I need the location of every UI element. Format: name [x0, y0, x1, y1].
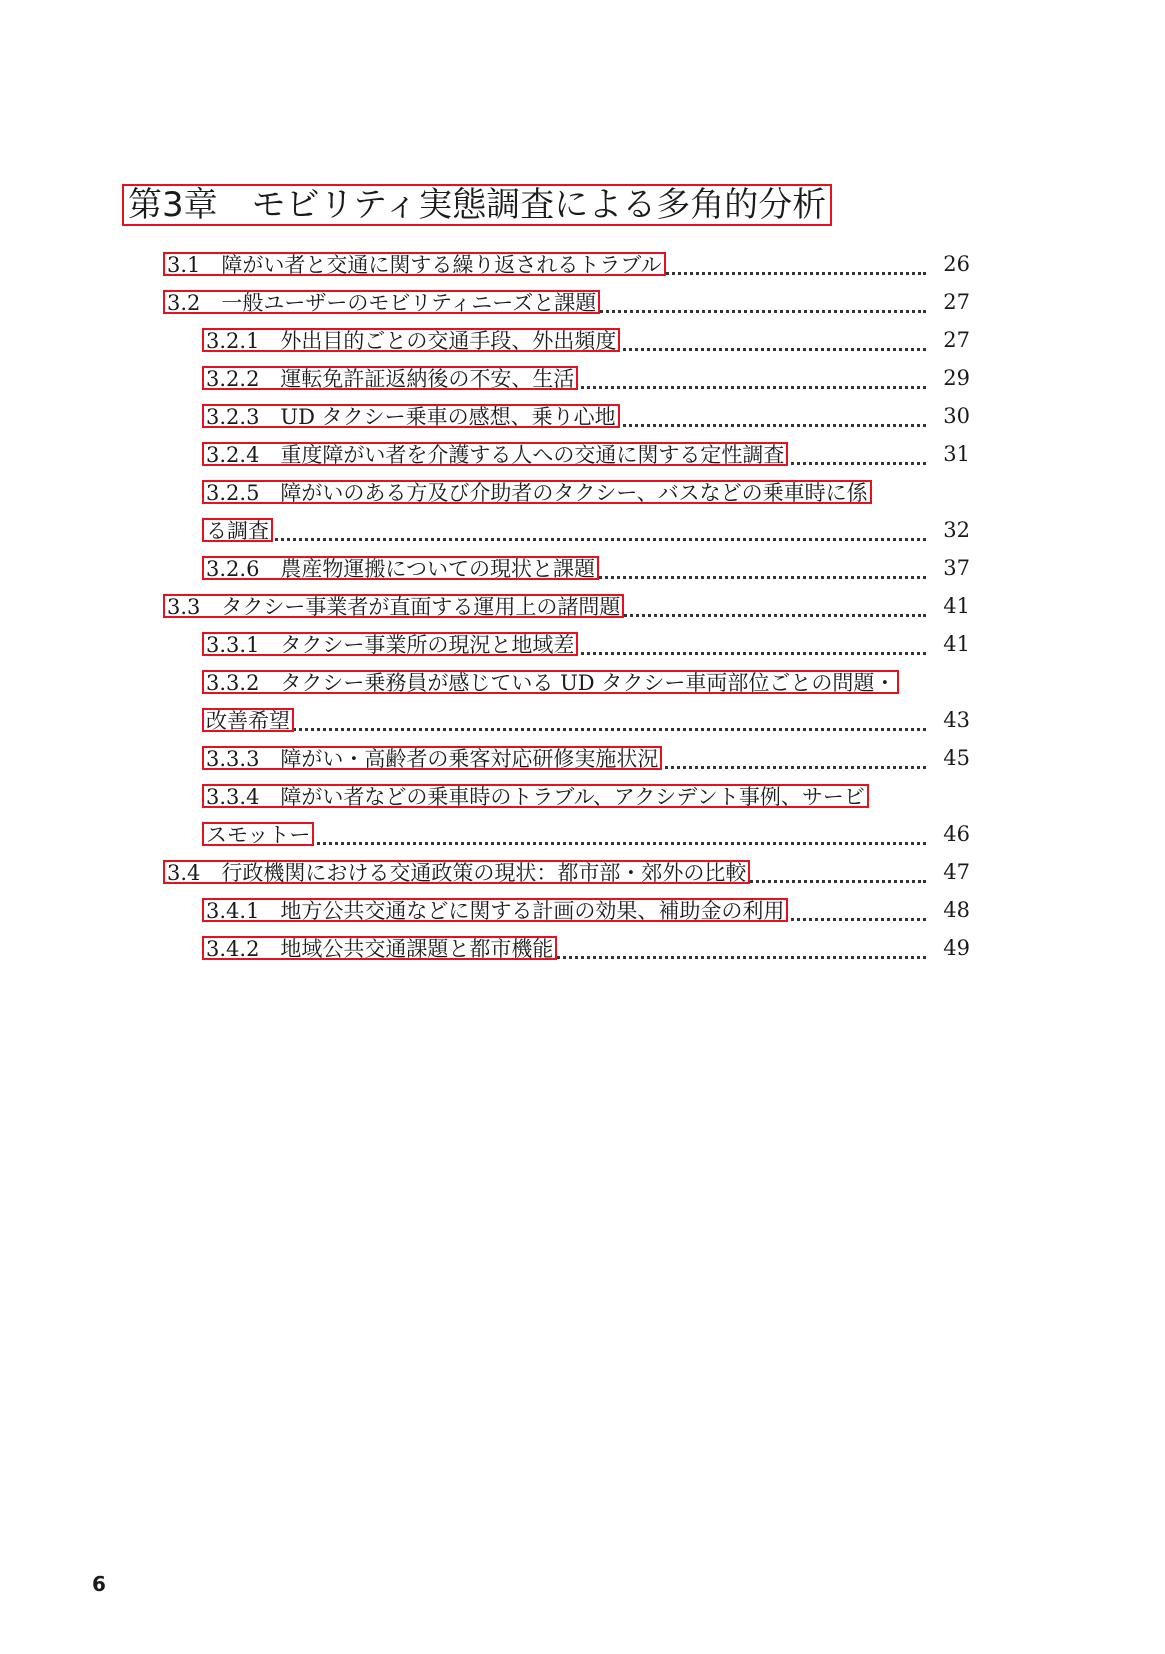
toc-entry-page: 41 [943, 594, 970, 618]
toc-entry-page: 37 [943, 556, 970, 580]
toc-entry-label: スモットー [202, 822, 314, 846]
toc-entry[interactable] [163, 285, 970, 321]
toc-entry[interactable] [163, 855, 970, 891]
toc-entry-label: 3.2 一般ユーザーのモビリティニーズと課題 [163, 290, 600, 314]
toc-entry-page: 43 [943, 708, 970, 732]
toc-entry-label: 3.2.5 障がいのある方及び介助者のタクシー、バスなどの乗車時に係 [202, 480, 872, 504]
toc-entry-page: 31 [943, 442, 970, 466]
toc-entry-page: 27 [943, 290, 970, 314]
toc-entry-label: 3.1 障がい者と交通に関する繰り返されるトラブル [163, 252, 666, 276]
toc-entry-label: 3.4.2 地域公共交通課題と都市機能 [202, 936, 557, 960]
toc-entry[interactable] [202, 741, 970, 777]
toc-entry-label: 3.3.2 タクシー乗務員が感じている UD タクシー車両部位ごとの問題・ [202, 670, 899, 694]
toc-entry-page: 48 [943, 898, 970, 922]
toc-entry-label: 3.2.1 外出目的ごとの交通手段、外出頻度 [202, 328, 620, 352]
dot-leader [202, 728, 926, 731]
toc-entry-label: 3.2.6 農産物運搬についての現状と課題 [202, 556, 599, 580]
toc-entry-label: 3.2.4 重度障がい者を介護する人への交通に関する定性調査 [202, 442, 788, 466]
toc-entry[interactable] [202, 627, 970, 663]
toc-entry-page: 26 [943, 252, 970, 276]
toc-entry[interactable] [202, 437, 970, 473]
toc-entry-page: 32 [943, 518, 970, 542]
toc-entry[interactable] [202, 665, 925, 701]
toc-entry-label: 3.4.1 地方公共交通などに関する計画の効果、補助金の利用 [202, 898, 788, 922]
toc-entry-page: 49 [943, 936, 970, 960]
toc-entry-page: 45 [943, 746, 970, 770]
toc-entry[interactable] [202, 931, 970, 967]
toc-entry[interactable] [202, 893, 970, 929]
dot-leader [202, 538, 926, 541]
toc-entry-label: 3.2.2 運転免許証返納後の不安、生活 [202, 366, 578, 390]
toc-entry-page: 29 [943, 366, 970, 390]
toc-entry-label: 3.3 タクシー事業者が直面する運用上の諸問題 [163, 594, 624, 618]
toc-entry-page: 41 [943, 632, 970, 656]
toc-entry[interactable] [202, 817, 970, 853]
toc-entry[interactable] [163, 247, 970, 283]
toc-entry-label: 3.3.1 タクシー事業所の現況と地域差 [202, 632, 578, 656]
toc-entry-label: 3.4 行政機関における交通政策の現状：都市部・郊外の比較 [163, 860, 750, 884]
toc-entry-page: 27 [943, 328, 970, 352]
toc-entry[interactable] [202, 513, 970, 549]
toc-entry-label: 改善希望 [202, 708, 294, 732]
toc-entry[interactable] [202, 779, 925, 815]
toc-entry[interactable] [202, 399, 970, 435]
toc-entry-page: 46 [943, 822, 970, 846]
toc-entry-label: 3.3.3 障がい・高齢者の乗客対応研修実施状況 [202, 746, 662, 770]
toc-entry[interactable] [202, 475, 925, 511]
toc-entry[interactable] [202, 361, 970, 397]
toc-entry-page: 47 [943, 860, 970, 884]
toc-entry-label: 3.2.3 UD タクシー乗車の感想、乗り心地 [202, 404, 620, 428]
toc-entry-label: る調査 [202, 518, 273, 542]
toc-entry-page: 30 [943, 404, 970, 428]
toc-entry[interactable] [163, 589, 970, 625]
toc-entry[interactable] [202, 323, 970, 359]
toc-entry[interactable] [202, 703, 970, 739]
toc-entry-label: 3.3.4 障がい者などの乗車時のトラブル、アクシデント事例、サービ [202, 784, 869, 808]
page-number: 6 [92, 1572, 106, 1596]
chapter-title: 第3章 モビリティ実態調査による多角的分析 [122, 184, 832, 226]
toc-entry[interactable] [202, 551, 970, 587]
